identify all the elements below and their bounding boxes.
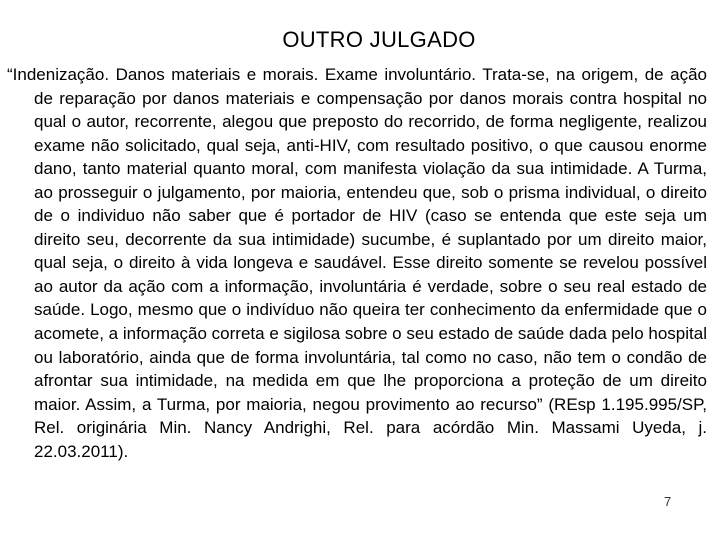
page-number: 7 [664,494,672,509]
quote-block [7,63,707,463]
slide-title: OUTRO JULGADO [282,27,476,52]
quote-paragraph: “Indenização. Danos materiais e morais. Exame involuntário. Trata-se, na origem, de ação de reparação por danos materiais e compensação por danos morais contra hospital no qual o autor, recorrente, alegou que preposto do recorrido, de forma negligente, realizou exame não solicitado, qual seja, anti-HIV, com resultado positivo, o que causou enorme dano, tanto material quanto moral, com manifesta violação da sua intimidade. A Turma, ao prosseguir o julgamento, por maioria, entendeu que, sob o prisma individual, o direito de o individuo não saber que é portador de HIV (caso se entenda que este seja um direito seu, decorrente da sua intimidade) sucumbe, é suplantado por um direito maior, qual seja, o direito à vida longeva e saudável. Esse direito somente se revelou possível ao autor da ação com a informação, involuntária é verdade, sobre o seu real estado de saúde. Logo, mesmo que o indivíduo não queira ter conhecimento da enfermidade que o acomete, a informação correta e sigilosa sobre o seu estado de saúde dada pelo hospital ou laboratório, ainda que de forma involuntária, tal como no caso, não tem o condão de afrontar sua intimidade, na medida em que lhe proporciona a proteção de um direito maior. Assim, a Turma, por maioria, negou provimento ao recurso” (REsp 1.195.995/SP, Rel. originária Min. Nancy Andrighi, Rel. para acórdão Min. Massami Uyeda, j. 22.03.2011). [7,65,707,461]
